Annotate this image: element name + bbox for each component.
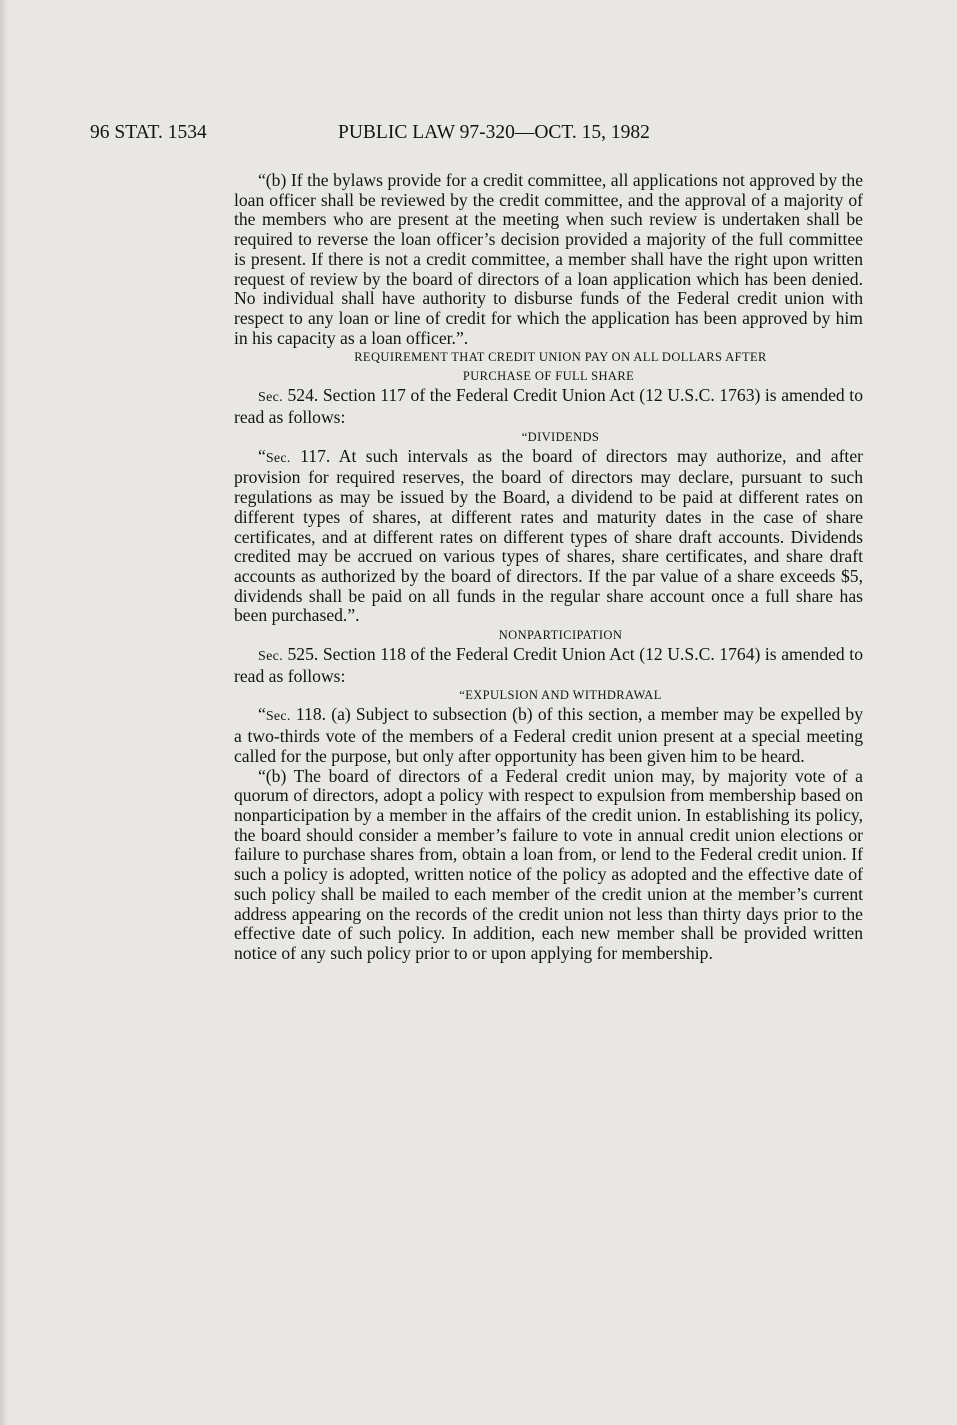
paragraph-sec-117 (234, 447, 863, 626)
statute-reference: 96 STAT. 1534 (90, 122, 207, 143)
open-quote: “ (258, 445, 266, 466)
section-label: Sec. (258, 390, 283, 406)
section-heading-expulsion: “EXPULSION AND WITHDRAWAL (459, 688, 662, 703)
paragraph-sec-524 (234, 386, 863, 427)
section-label: Sec. (258, 649, 283, 665)
heading-line: REQUIREMENT THAT CREDIT UNION PAY ON ALL DOLLARS AFTER (354, 350, 767, 365)
open-quote: “ (258, 704, 266, 725)
page-header (90, 122, 810, 148)
paragraph-sec-525 (234, 645, 863, 686)
section-text: 117. At such intervals as the board of directors may authorize, and after provision for required reserves, the board of directors may declare, pursuant to such regulations as may be issued by the Board, a dividend to be paid at different rates on different types of shares, at different rates and maturity dates in the case of share certificates, and at different rates on different types of share draft accounts. Dividends credited may be accrued on various types of shares, share certificates, and share draft accounts as authorized by the board of directors. If the par value of a share exceeds $5, dividends shall be paid on all funds in the regular share account once a full share has been purchased.”. (234, 445, 863, 626)
document-body (234, 171, 863, 964)
section-label: Sec. (265, 709, 291, 725)
paragraph-sec-118b: “(b) The board of directors of a Federal credit union may, by majority vote of a quorum of directors, adopt a policy with respect to expulsion from membership based on nonparticipation by a member in the affairs of the credit union. In establishing its policy, the board should consider a member’s failure to vote in annual credit union elections or failure to purchase shares from, obtain a loan from, or lend to the Federal credit union. If such a policy is adopted, written notice of the policy as adopted and the effective date of such policy shall be mailed to each member of the credit union at the member’s current address appearing on the records of the credit union not less than thirty days prior to the effective date of such policy. In addition, each new member shall be provided written notice of any such policy prior to or upon applying for membership. (234, 765, 863, 963)
section-label: Sec. (265, 450, 291, 466)
section-text: 524. Section 117 of the Federal Credit Union Act (12 U.S.C. 1763) is amended to read as follows: (234, 385, 863, 428)
scan-edge-shadow (0, 0, 8, 1425)
section-heading-dividends: “DIVIDENDS (521, 429, 600, 444)
heading-line: PURCHASE OF FULL SHARE (462, 369, 635, 384)
public-law-reference: PUBLIC LAW 97-320—OCT. 15, 1982 (338, 122, 650, 143)
section-text: 118. (a) Subject to subsection (b) of this section, a member may be expelled by a two-thirds vote of the members of a Federal credit union present at a special meeting called for the purpose, but only after opportunity has been given him to be heard. (234, 704, 863, 766)
section-heading-nonparticipation: NONPARTICIPATION (498, 628, 623, 643)
paragraph-credit-committee: “(b) If the bylaws provide for a credit committee, all applications not approved by the loan officer shall be reviewed by the credit committee, and the approval of a majority of the members who are present at the meeting when such review is undertaken shall be required to reverse the loan officer’s decision provided a majority of the full committee is present. If there is not a credit committee, a member shall have the right upon written request of review by the board of directors of a loan application which has been denied. No individual shall have authority to disburse funds of the Federal credit union with respect to any loan or line of credit for which the application has been approved by him in his capacity as a loan officer.”. (234, 170, 863, 348)
section-heading-requirement (234, 348, 863, 386)
paragraph-sec-118a (234, 705, 863, 766)
section-text: 525. Section 118 of the Federal Credit Union Act (12 U.S.C. 1764) is amended to read as follows: (234, 644, 863, 686)
